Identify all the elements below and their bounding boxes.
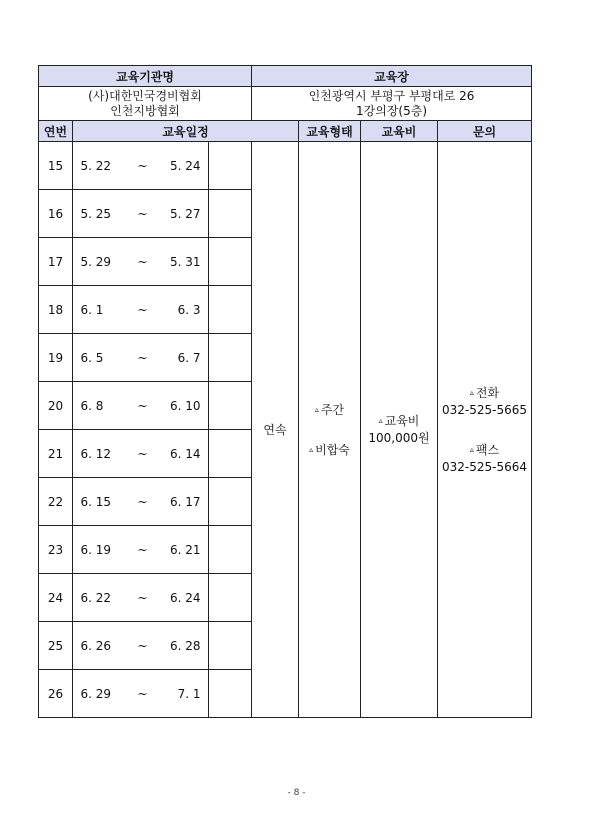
blank-cell [209,478,252,526]
end-date: 6. 14 [169,446,201,461]
form-option-day: 주간 [320,402,345,417]
phone-label-line [438,384,531,402]
phone-number: 032-525-5665 [442,402,528,417]
fax-label-line [438,441,531,459]
date-range-cell [73,622,209,670]
small-triangle-icon: ▵ [469,444,474,454]
fee-label-line [361,412,437,430]
date-range-cell [73,478,209,526]
date-separator: ~ [137,446,148,461]
end-date: 6. 17 [169,494,201,509]
date-range-cell [73,334,209,382]
small-triangle-icon: ▵ [378,416,383,425]
start-date: 6. 12 [80,446,112,461]
date-range-cell [73,526,209,574]
column-header-form: 교육형태 [299,121,361,142]
date-separator: ~ [137,398,148,413]
education-form-cell [299,142,361,718]
start-date: 6. 5 [80,350,104,365]
column-header-schedule: 교육일정 [73,121,299,142]
blank-cell [209,190,252,238]
row-number: 18 [39,286,73,334]
blank-cell [209,574,252,622]
end-date: 6. 3 [177,302,201,317]
start-date: 5. 29 [80,254,112,269]
date-separator: ~ [137,542,148,557]
row-number: 20 [39,382,73,430]
start-date: 6. 1 [80,302,104,317]
column-header-row [39,121,532,142]
blank-cell [209,622,252,670]
blank-cell [209,142,252,190]
row-number: 17 [39,238,73,286]
date-range-cell [73,286,209,334]
blank-cell [209,382,252,430]
end-date: 6. 24 [169,590,201,605]
date-range-cell [73,574,209,622]
institution-header: 교육기관명 [39,66,252,87]
start-date: 6. 29 [80,686,112,701]
table-row [39,142,532,190]
continuity-cell: 연속 [252,142,299,718]
form-option-day-line [299,401,360,419]
row-number: 23 [39,526,73,574]
start-date: 6. 19 [80,542,112,557]
venue-room: 1강의장(5층) [356,103,428,118]
date-separator: ~ [137,494,148,509]
venue-header: 교육장 [252,66,532,87]
end-date: 6. 21 [169,542,201,557]
contact-cell [438,142,532,718]
date-separator: ~ [137,638,148,653]
blank-cell [209,430,252,478]
row-number: 19 [39,334,73,382]
end-date: 6. 10 [169,398,201,413]
end-date: 5. 31 [169,254,201,269]
institution-name-line2: 인천지방협회 [110,103,180,118]
institution-cell [39,87,252,121]
page-number: - 8 - [287,788,306,798]
date-separator: ~ [137,686,148,701]
date-separator: ~ [137,590,148,605]
small-triangle-icon: ▵ [309,444,314,454]
form-option-nonresidential: 비합숙 [315,442,350,457]
end-date: 6. 7 [177,350,201,365]
spacer [438,419,531,441]
row-number: 15 [39,142,73,190]
institution-name-line1: (사)대한민국경비협회 [88,88,202,103]
education-fee-cell [361,142,438,718]
blank-cell [209,526,252,574]
form-option-nonresidential-line [299,441,360,459]
row-number: 21 [39,430,73,478]
start-date: 6. 26 [80,638,112,653]
row-number: 25 [39,622,73,670]
date-separator: ~ [137,158,148,173]
blank-cell [209,286,252,334]
column-header-contact: 문의 [438,121,532,142]
fee-label: 교육비 [384,414,420,428]
phone-label: 전화 [475,385,500,400]
fax-number: 032-525-5664 [442,459,528,474]
blank-cell [209,670,252,718]
date-range-cell [73,190,209,238]
start-date: 5. 25 [80,206,112,221]
schedule-body [39,66,532,718]
end-date: 5. 27 [169,206,201,221]
header-row-top [39,66,532,87]
start-date: 5. 22 [80,158,112,173]
start-date: 6. 8 [80,398,104,413]
row-number: 16 [39,190,73,238]
blank-cell [209,238,252,286]
end-date: 5. 24 [169,158,201,173]
fee-amount: 100,000원 [368,431,430,445]
venue-address: 인천광역시 부평구 부평대로 26 [308,88,475,103]
date-range-cell [73,670,209,718]
education-schedule-table [38,65,532,718]
start-date: 6. 22 [80,590,112,605]
date-separator: ~ [137,350,148,365]
end-date: 7. 1 [177,686,201,701]
blank-cell [209,334,252,382]
date-range-cell [73,142,209,190]
column-header-fee: 교육비 [361,121,438,142]
info-row [39,87,532,121]
date-separator: ~ [137,302,148,317]
start-date: 6. 15 [80,494,112,509]
small-triangle-icon: ▵ [314,404,319,414]
date-separator: ~ [137,254,148,269]
column-header-no: 연번 [39,121,73,142]
date-range-cell [73,382,209,430]
row-number: 26 [39,670,73,718]
row-number: 24 [39,574,73,622]
fax-label: 팩스 [475,442,500,457]
row-number: 22 [39,478,73,526]
end-date: 6. 28 [169,638,201,653]
date-range-cell [73,430,209,478]
small-triangle-icon: ▵ [469,387,474,397]
venue-cell [252,87,532,121]
date-range-cell [73,238,209,286]
date-separator: ~ [137,206,148,221]
spacer [299,419,360,441]
